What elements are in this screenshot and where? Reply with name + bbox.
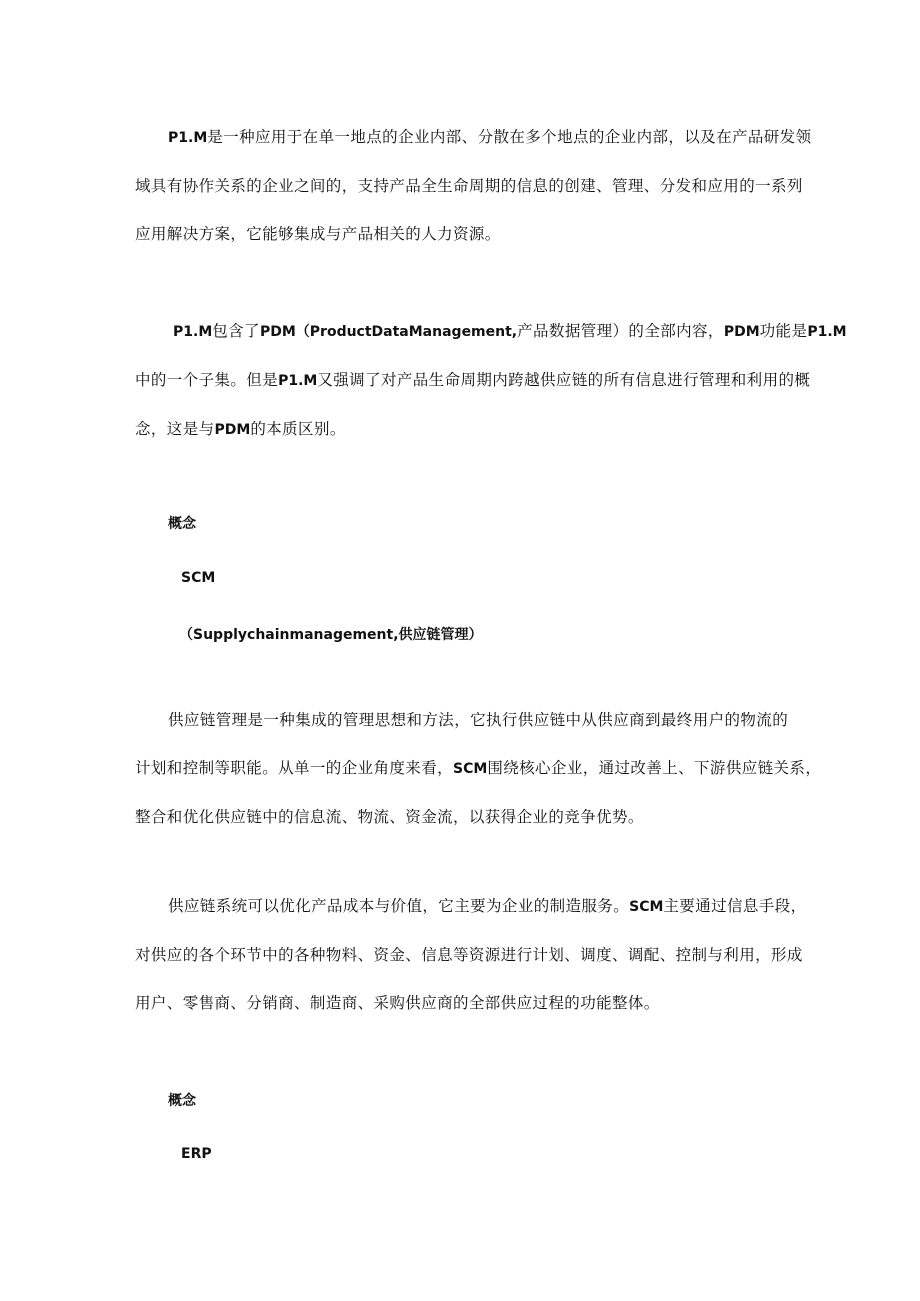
text-span: PDM: [723, 324, 760, 340]
text-span: 念，这是与: [135, 420, 215, 438]
text-line: [135, 882, 807, 931]
text-span: 包含了: [212, 322, 260, 340]
text-span: SCM: [629, 899, 664, 915]
text-line: 对供应的各个环节中的各种物料、资金、信息等资源进行计划、调度、调配、控制与利用，形成: [135, 946, 803, 964]
paragraph-scm-system: [135, 882, 807, 1027]
text-span: PDM（ProductDataManagement,: [259, 324, 518, 340]
text-line: 供应链管理是一种集成的管理思想和方法，它执行供应链中从供应商到最终用户的物流的: [168, 711, 789, 729]
text-span: SCM: [453, 761, 488, 777]
text-line: 应用解决方案，它能够集成与产品相关的人力资源。: [135, 225, 501, 243]
text-line: 整合和优化供应链中的信息流、物流、资金流，以获得企业的竞争优势。: [135, 808, 644, 826]
text-span: 中的一个子集。但是: [135, 371, 279, 389]
section-heading: 概念: [168, 1093, 196, 1109]
scm-subtitle: （Supplychainmanagement,供应链管理）: [179, 627, 483, 643]
paragraph-scm-definition: [135, 696, 822, 841]
section-heading: 概念: [168, 516, 196, 532]
text-span: 功能是: [759, 322, 808, 340]
text-line: [135, 356, 811, 405]
text-span: PDM: [214, 422, 251, 438]
erp-title: ERP: [181, 1146, 212, 1162]
text-span: 计划和控制等职能。从单一的企业角度来看，: [135, 759, 454, 777]
text-line: [135, 744, 822, 793]
text-line: [135, 405, 790, 454]
text-span: 供应链系统可以优化产品成本与价值，它主要为企业的制造服务。: [168, 897, 630, 915]
text-span: 围绕核心企业，通过改善上、下游供应链关系，: [487, 759, 822, 777]
text-span: 的本质区别。: [250, 420, 346, 438]
text-span: 主要通过信息手段，: [663, 897, 807, 915]
text-line: 用户、零售商、分销商、制造商、采购供应商的全部供应过程的功能整体。: [135, 994, 660, 1012]
paragraph-plm-definition: [135, 113, 812, 258]
highlighted-term: P1.M: [173, 308, 212, 356]
text-span: 产品数据管理）的全部内容，: [517, 322, 724, 340]
paragraph-plm-pdm: [135, 307, 847, 454]
text-line: 域具有协作关系的企业之间的，支持产品全生命周期的信息的创建、管理、分发和应用的一系列: [135, 177, 803, 195]
highlighted-term: P1.M: [278, 357, 317, 405]
highlighted-term: P1.M: [168, 114, 207, 162]
text-span: 又强调了对产品生命周期内跨越供应链的所有信息进行管理和利用的概: [317, 371, 811, 389]
text-span: 是一种应用于在单一地点的企业内部、分散在多个地点的企业内部，以及在产品研发领: [207, 128, 812, 146]
text-line: [135, 113, 812, 162]
highlighted-term: P1.M: [807, 308, 846, 356]
scm-title: SCM: [181, 570, 216, 586]
text-line: [135, 307, 847, 356]
